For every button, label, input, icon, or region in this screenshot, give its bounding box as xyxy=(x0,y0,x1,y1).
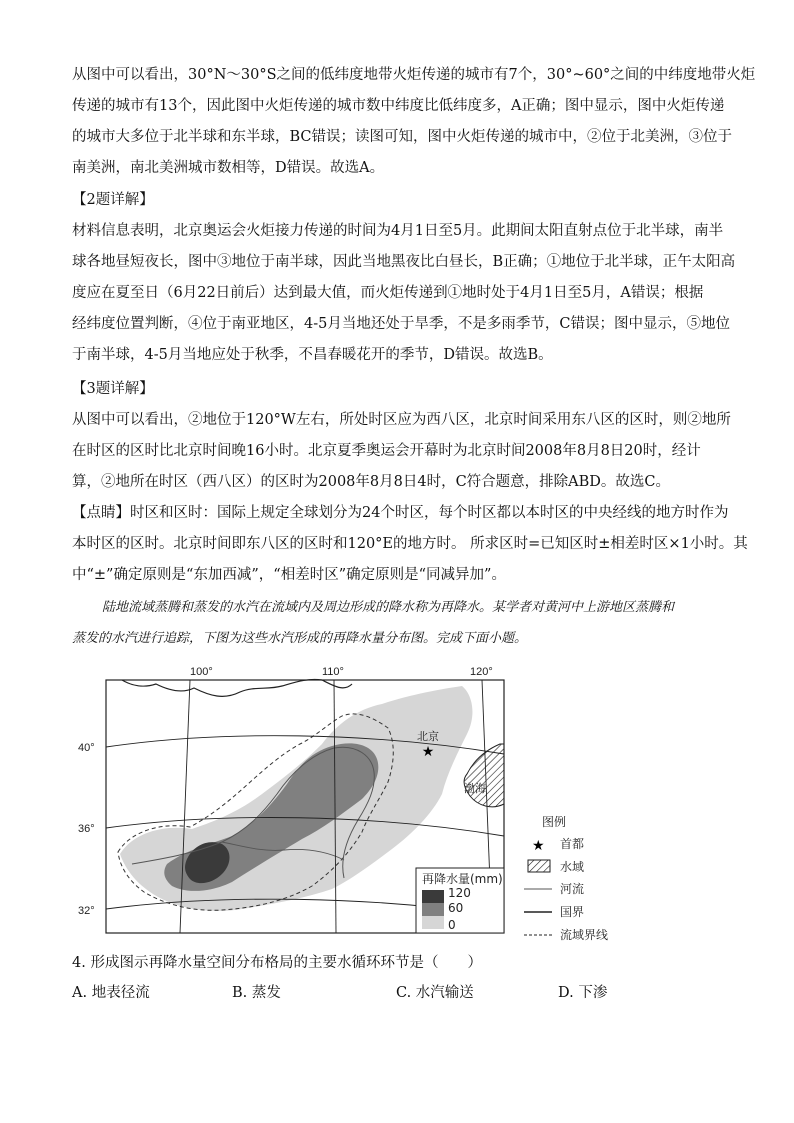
section-heading-q2: 【2题详解】 xyxy=(72,192,154,208)
precip-scale xyxy=(416,868,504,933)
question-4: 4. 形成图示再降水量空间分布格局的主要水循环环节是（ ） xyxy=(72,955,482,971)
option-c[interactable]: C. 水汽输送 xyxy=(396,985,474,1001)
answer-paragraph-2 xyxy=(72,216,736,371)
lat-label-40: 40° xyxy=(78,742,95,754)
text-line: 球各地昼短夜长，图中③地位于南半球，因此当地黑夜比白昼长，B正确；①地位于北半球，正午太阳高 xyxy=(72,254,736,270)
scale-value-high: 120 xyxy=(448,886,471,900)
material-intro xyxy=(72,592,722,654)
option-b[interactable]: B. 蒸发 xyxy=(232,985,281,1001)
lon-label-110: 110° xyxy=(322,666,344,678)
city-label: 北京 xyxy=(417,731,439,743)
sea-label: 渤海 xyxy=(464,783,486,795)
text-line: 本时区的区时。北京时间即东八区的区时和120°E的地方时。 所求区时=已知区时±相差时区×1小时。其 xyxy=(72,536,748,552)
capital-star-icon: ★ xyxy=(421,744,435,760)
legend-border: 国界 xyxy=(560,905,585,919)
text-line: 度应在夏至日（6月22日前后）达到最大值，而火炬传递到①地时处于4月1日至5月，A错误；根据 xyxy=(72,285,704,301)
text-line: 的城市大多位于北半球和东半球，BC错误；读图可知，图中火炬传递的城市中，②位于北美洲，③位于 xyxy=(72,129,733,145)
legend-title: 图例 xyxy=(542,815,567,829)
lat-label-36: 36° xyxy=(78,823,95,835)
text-line: 从图中可以看出，30°N～30°S之间的低纬度地带火炬传递的城市有7个，30°~60°之间的中纬度地带火炬 xyxy=(72,67,756,83)
legend-basin: 流域界线 xyxy=(560,928,609,942)
scale-value-mid: 60 xyxy=(448,901,464,915)
text-line: 经纬度位置判断，④位于南亚地区，4-5月当地还处于旱季，不是多雨季节，C错误；图中显示，⑤地位 xyxy=(72,316,730,332)
legend-star-icon: ★ xyxy=(532,838,545,854)
legend-river: 河流 xyxy=(560,882,585,896)
lat-label-32: 32° xyxy=(78,905,95,917)
text-line: 陆地流域蒸腾和蒸发的水汽在流域内及周边形成的降水称为再降水。某学者对黄河中上游地区蒸腾和 xyxy=(102,600,675,615)
reprecipitation-map xyxy=(72,664,632,946)
lon-label-120: 120° xyxy=(470,666,493,678)
legend-water-swatch xyxy=(528,860,550,872)
text-line: 从图中可以看出，②地位于120°W左右，所处时区应为西八区，北京时间采用东八区的区时，则②地所 xyxy=(72,412,731,428)
text-line: 传递的城市有13个，因此图中火炬传递的城市数中纬度比低纬度多，A正确；图中显示，图中火炬传递 xyxy=(72,98,725,114)
answer-paragraph-1 xyxy=(72,60,756,184)
section-heading-q3: 【3题详解】 xyxy=(72,381,154,397)
option-d[interactable]: D. 下渗 xyxy=(558,985,608,1001)
text-line: 材料信息表明，北京奥运会火炬接力传递的时间为4月1日至5月。此期间太阳直射点位于北半球，南半 xyxy=(72,223,724,239)
answer-paragraph-3 xyxy=(72,405,748,591)
option-a[interactable]: A. 地表径流 xyxy=(72,985,150,1001)
scale-title: 再降水量(mm) xyxy=(422,872,503,886)
text-line: 【点睛】时区和区时：国际上规定全球划分为24个时区，每个时区都以本时区的中央经线的地方时作为 xyxy=(72,505,729,521)
legend xyxy=(524,814,608,942)
lon-label-100: 100° xyxy=(190,666,213,678)
scale-value-low: 0 xyxy=(448,918,456,932)
text-line: 在时区的区时比北京时间晚16小时。北京夏季奥运会开幕时为北京时间2008年8月8日20时，经计 xyxy=(72,443,701,459)
text-line: 南美洲，南北美洲城市数相等，D错误。故选A。 xyxy=(72,160,385,176)
text-line: 算，②地所在时区（西八区）的区时为2008年8月8日4时，C符合题意，排除ABD。故选C。 xyxy=(72,474,671,490)
legend-water: 水域 xyxy=(560,860,585,874)
text-line: 中“±”确定原则是“东加西减”，“相差时区”确定原则是“同减异加”。 xyxy=(72,567,506,583)
text-line: 蒸发的水汽进行追踪，下图为这些水汽形成的再降水量分布图。完成下面小题。 xyxy=(72,631,528,646)
legend-capital: 首都 xyxy=(560,837,585,851)
text-line: 于南半球，4-5月当地应处于秋季，不昌春暖花开的季节，D错误。故选B。 xyxy=(72,347,553,363)
